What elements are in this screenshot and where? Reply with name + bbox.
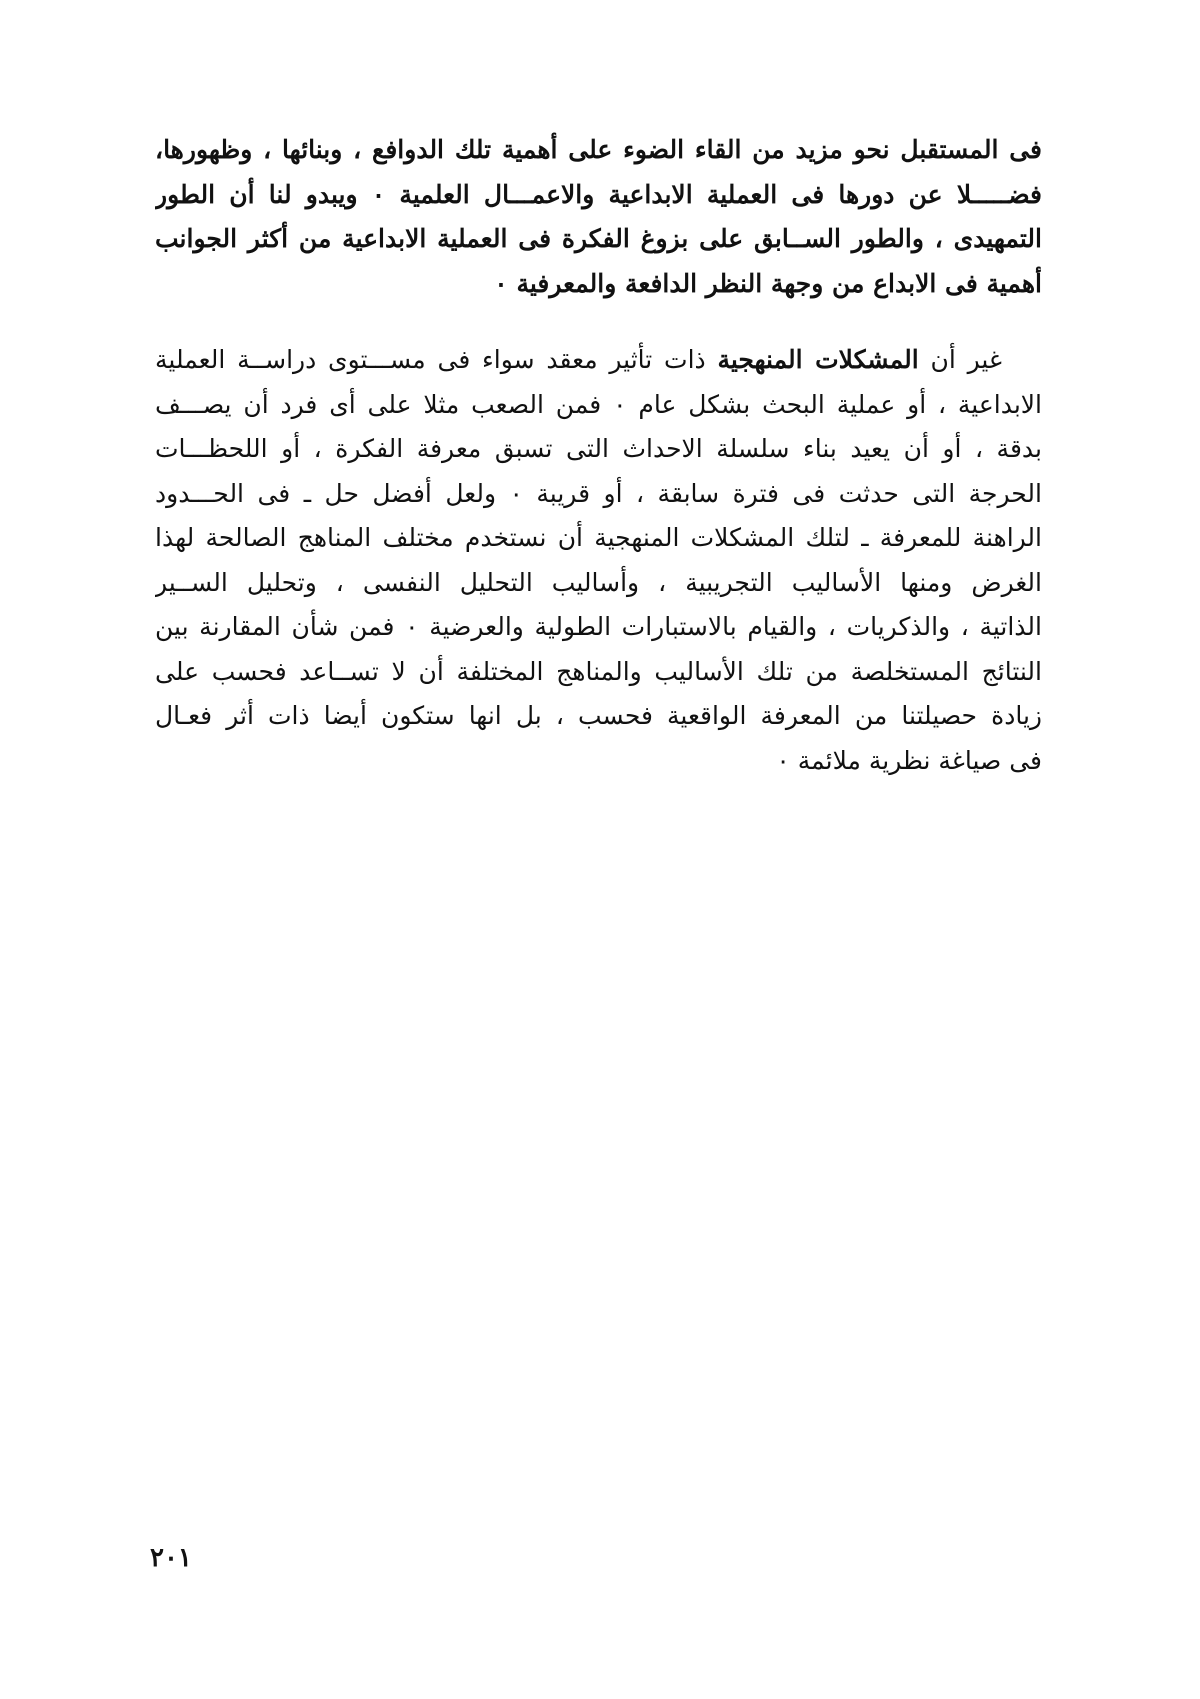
text-line: الراهنة للمعرفة ـ لتلك المشكلات المنهجية أن نستخدم مختلف المناهج الصالحة لهذا: [155, 523, 1042, 552]
emphasized-term: المشكلات المنهجية: [717, 345, 919, 374]
text-line: الحرجة التى حدثت فى فترة سابقة ، أو قريبة ٠ ولعل أفضل حل ـ فى الحـــدود: [155, 478, 1042, 508]
line-start-text: غير أن: [930, 345, 1002, 374]
line-end-text: ذات تأثير معقد سواء فى مســـتوى دراســة العملية: [155, 345, 706, 374]
text-line: التمهيدى ، والطور الســابق على بزوغ الفكرة فى العملية الابداعية من أكثر الجوانب: [155, 224, 1042, 253]
text-line: بدقة ، أو أن يعيد بناء سلسلة الاحداث التى تسبق معرفة الفكرة ، أو اللحظـــات: [155, 434, 1042, 463]
paragraph-2: [155, 338, 1042, 783]
paragraph-1: [155, 128, 1042, 306]
text-line: زيادة حصيلتنا من المعرفة الواقعية فحسب ، بل انها ستكون أيضا ذات أثر فعـال: [155, 701, 1042, 730]
text-line: الغرض ومنها الأساليب التجريبية ، وأساليب التحليل النفسى ، وتحليل الســير: [155, 567, 1042, 597]
text-line: فضـــــلا عن دورها فى العملية الابداعية والاعمـــال العلمية ٠ ويبدو لنا أن الطور: [155, 179, 1042, 209]
text-line: فى المستقبل نحو مزيد من القاء الضوء على أهمية تلك الدوافع ، وبنائها ، وظهورها،: [155, 135, 1042, 164]
text-line: فى صياغة نظرية ملائمة ٠: [776, 745, 1042, 775]
text-line: الابداعية ، أو عملية البحث بشكل عام ٠ فمن الصعب مثلا على أى فرد أن يصـــف: [155, 389, 1042, 419]
text-line: النتائج المستخلصة من تلك الأساليب والمناهج المختلفة أن لا تســاعد فحسب على: [155, 656, 1042, 686]
text-line-first: [155, 338, 1042, 383]
text-line: الذاتية ، والذكريات ، والقيام بالاستبارات الطولية والعرضية ٠ فمن شأن المقارنة بين: [155, 612, 1042, 641]
text-line: أهمية فى الابداع من وجهة النظر الدافعة والمعرفية ٠: [494, 268, 1042, 298]
page-number: ٢٠١: [150, 1543, 192, 1573]
